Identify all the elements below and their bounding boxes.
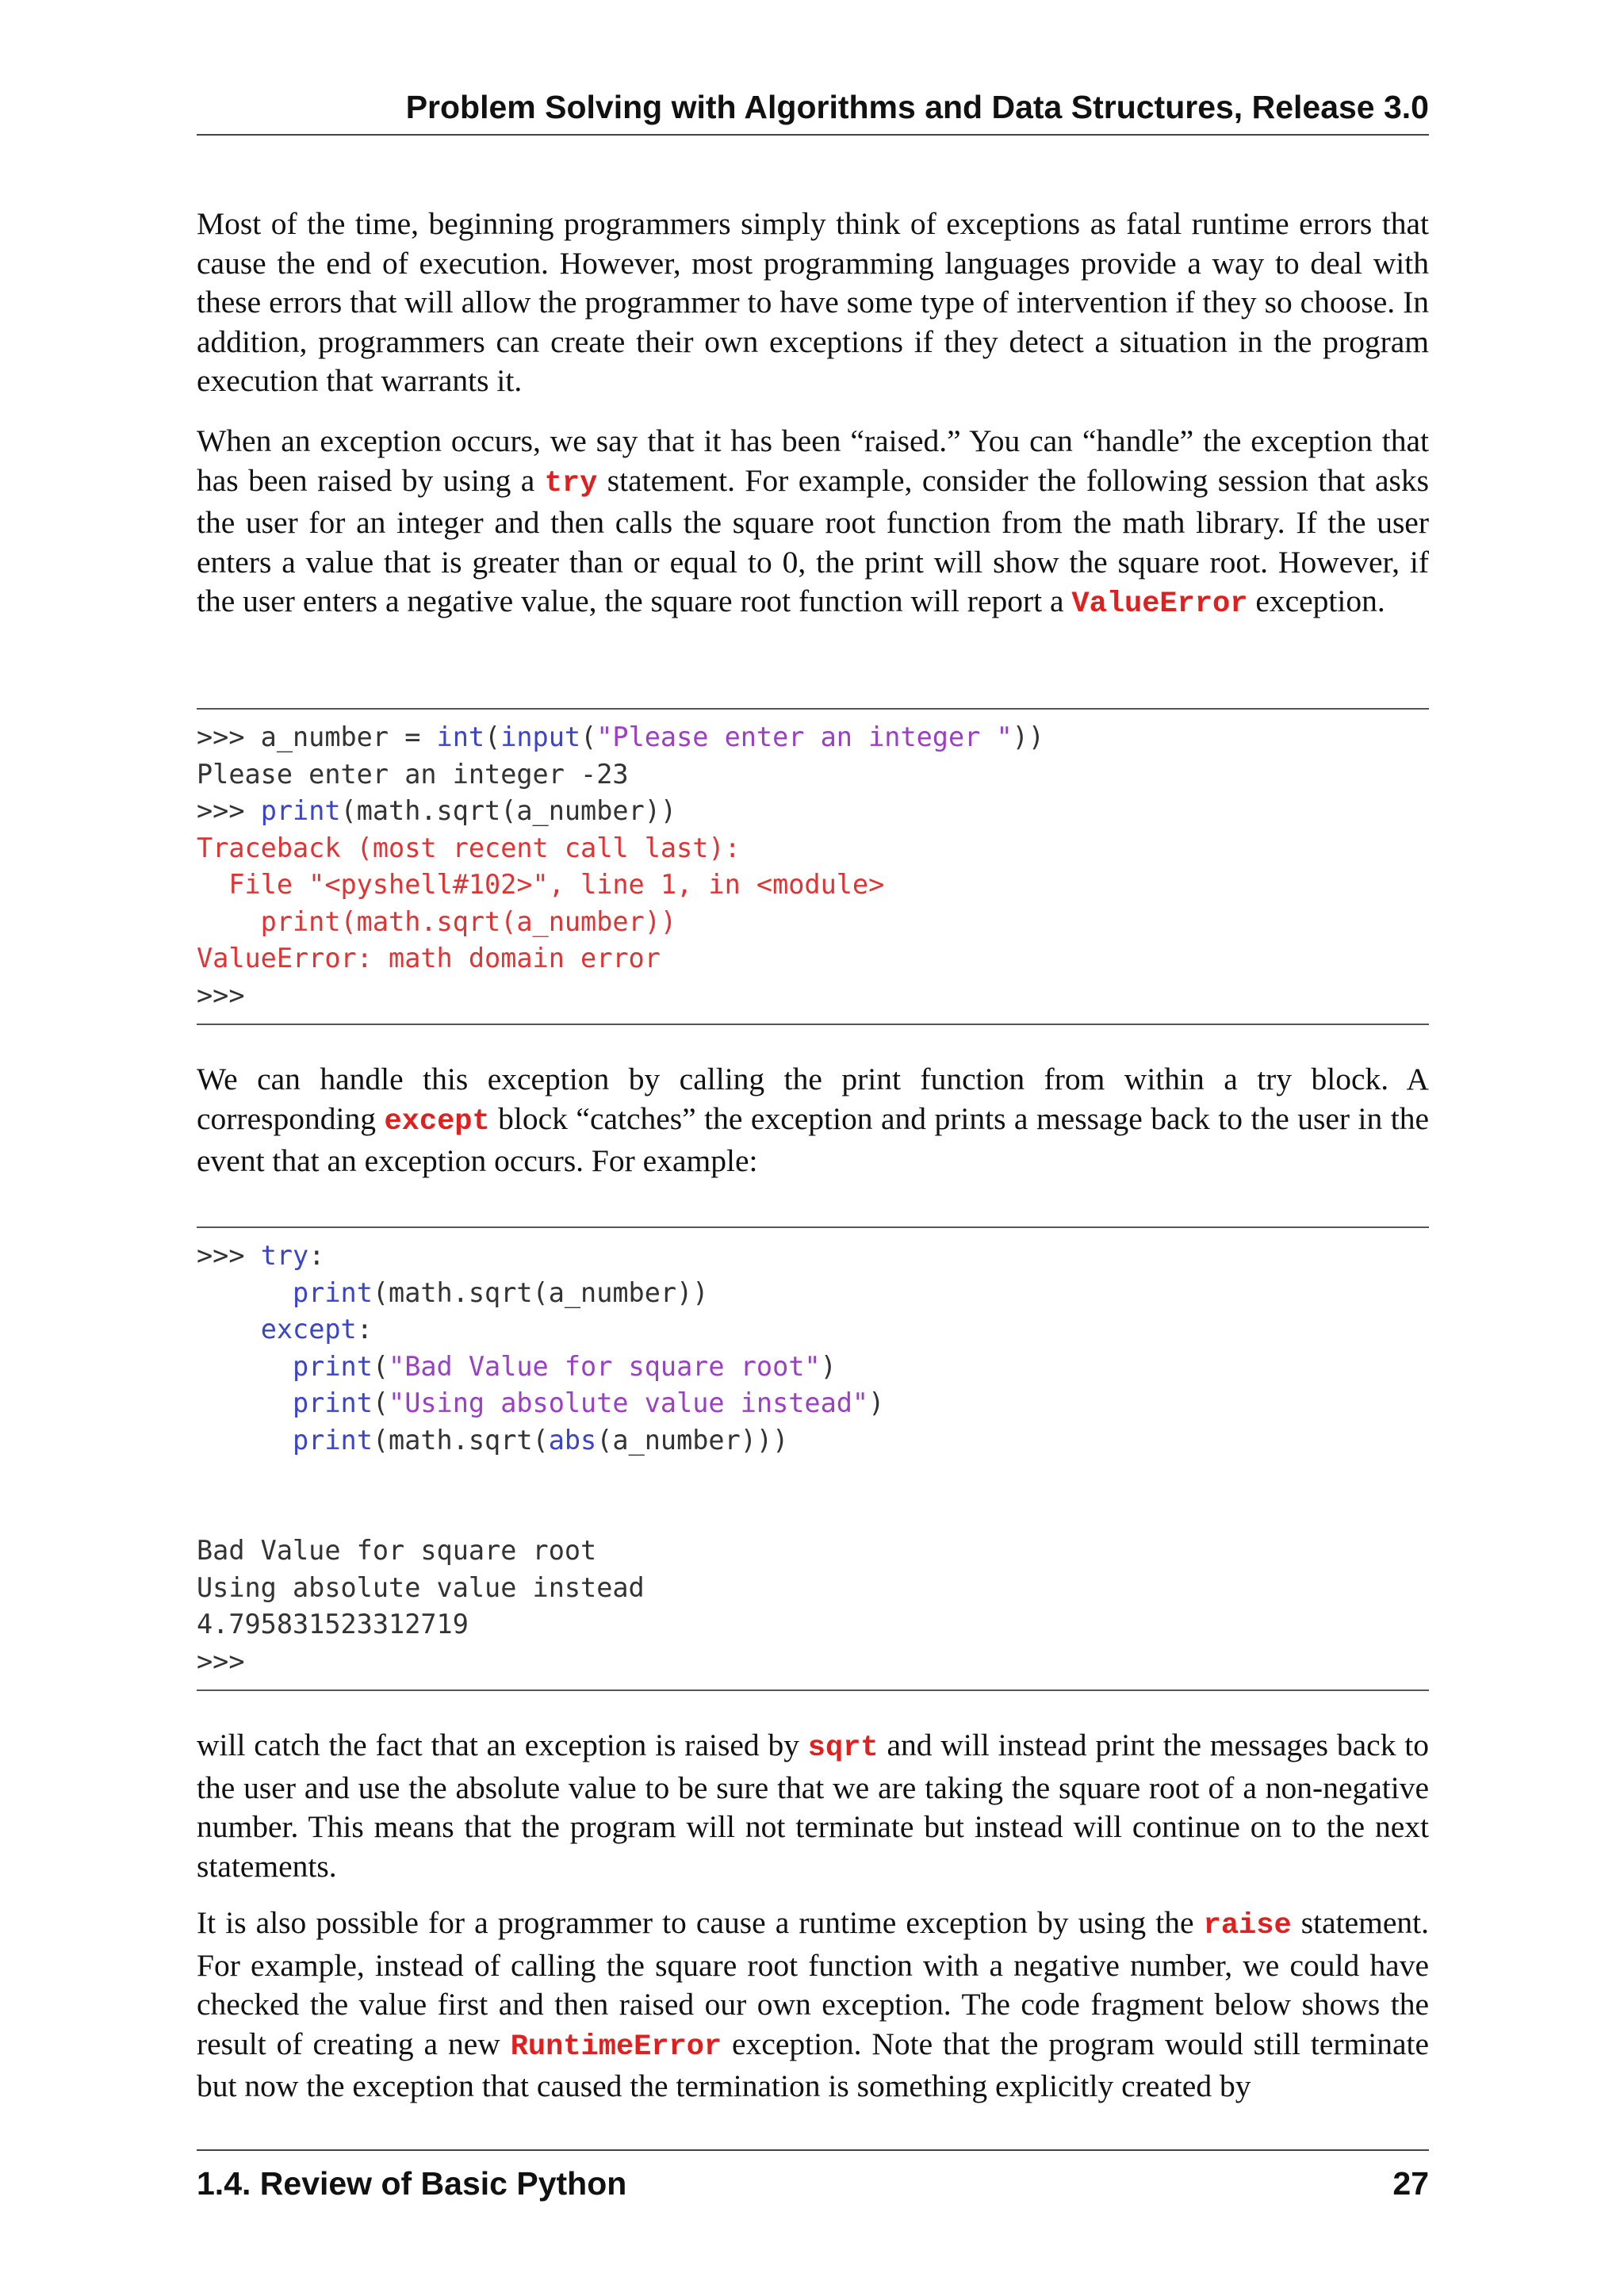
output-line: Bad Value for square root: [197, 1535, 597, 1566]
inline-code-except: except: [384, 1104, 490, 1138]
traceback-line: ValueError: math domain error: [197, 943, 661, 974]
code-block-try-except: [197, 1226, 1429, 1691]
code-line: Please enter an integer -23: [197, 758, 629, 790]
traceback-line: File "<pyshell#102>", line 1, in <module>: [197, 869, 885, 900]
output-line: Using absolute value instead: [197, 1571, 645, 1603]
code-line: print(math.sqrt(a_number)): [293, 1276, 709, 1308]
code-line: print("Bad Value for square root"): [293, 1350, 837, 1382]
code-line: >>> try:: [197, 1240, 325, 1271]
code-line: print(math.sqrt(abs(a_number))): [293, 1424, 789, 1456]
paragraph-text: Most of the time, beginning programmers simply think of exceptions as fatal runtime errors that cause the end of execution. However, most programming languages provide a way to deal with these errors that will allow the programmer to have some type of intervention if they so choose. In addition, programmers can create their own exceptions if they detect a situation in the program execution that warrants it.: [197, 206, 1429, 398]
output-line: >>>: [197, 1645, 245, 1677]
code-block-valueerror-session: [197, 708, 1429, 1025]
code-line: except:: [260, 1314, 373, 1345]
running-header: Problem Solving with Algorithms and Data Structures, Release 3.0: [197, 89, 1429, 136]
paragraph-raised: When an exception occurs, we say that it has been “raised.” You can “handle” the exception that has been raised by using a try statement. For example, consider the following session that asks the user for an integer and then calls the square root function from the math library. If the user enters a value that is greater than or equal to 0, the print will show the square root. However, if the user enters a negative value, the square root function will report a ValueError exception.: [197, 423, 1429, 621]
paragraph-raise: It is also possible for a programmer to cause a runtime exception by using the raise statement. For example, instead of calling the square root function with a negative number, we could have checked the value first and then raised our own exception. The code fragment below shows the result of creating a new RuntimeError exception. Note that the program would still terminate but now the exception that caused the termination is something explicitly created by: [197, 1905, 1429, 2103]
running-footer: [197, 2149, 1429, 2202]
inline-code-valueerror: ValueError: [1071, 587, 1248, 621]
paragraph-exceptions-intro: [197, 205, 1429, 401]
inline-code-try: try: [544, 466, 598, 500]
page-number: 27: [1392, 2165, 1429, 2202]
traceback-line: print(math.sqrt(a_number)): [197, 905, 677, 937]
code-line: print("Using absolute value instead"): [293, 1387, 885, 1418]
paragraph-try-block: We can handle this exception by calling the print function from within a try block. A corresponding except block “catches” the exception and prints a message back to the user in the event that an exception occurs. For example:: [197, 1062, 1429, 1178]
traceback-line: Traceback (most recent call last):: [197, 832, 741, 863]
output-line: 4.795831523312719: [197, 1609, 469, 1640]
paragraph-catch-sqrt: will catch the fact that an exception is raised by sqrt and will instead print the messages back to the user and use the absolute value to be sure that we are taking the square root of a non-negative number. This means that the program will not terminate but instead will continue on to the next statements.: [197, 1728, 1430, 1884]
code-line: >>> a_number = int(input("Please enter an integer ")): [197, 721, 1044, 752]
footer-section-title: 1.4. Review of Basic Python: [197, 2165, 627, 2202]
inline-code-runtimeerror: RuntimeError: [510, 2030, 722, 2064]
code-line: >>>: [197, 979, 245, 1011]
code-line: >>> print(math.sqrt(a_number)): [197, 795, 677, 826]
inline-code-raise: raise: [1203, 1909, 1292, 1942]
inline-code-sqrt: sqrt: [807, 1732, 879, 1765]
